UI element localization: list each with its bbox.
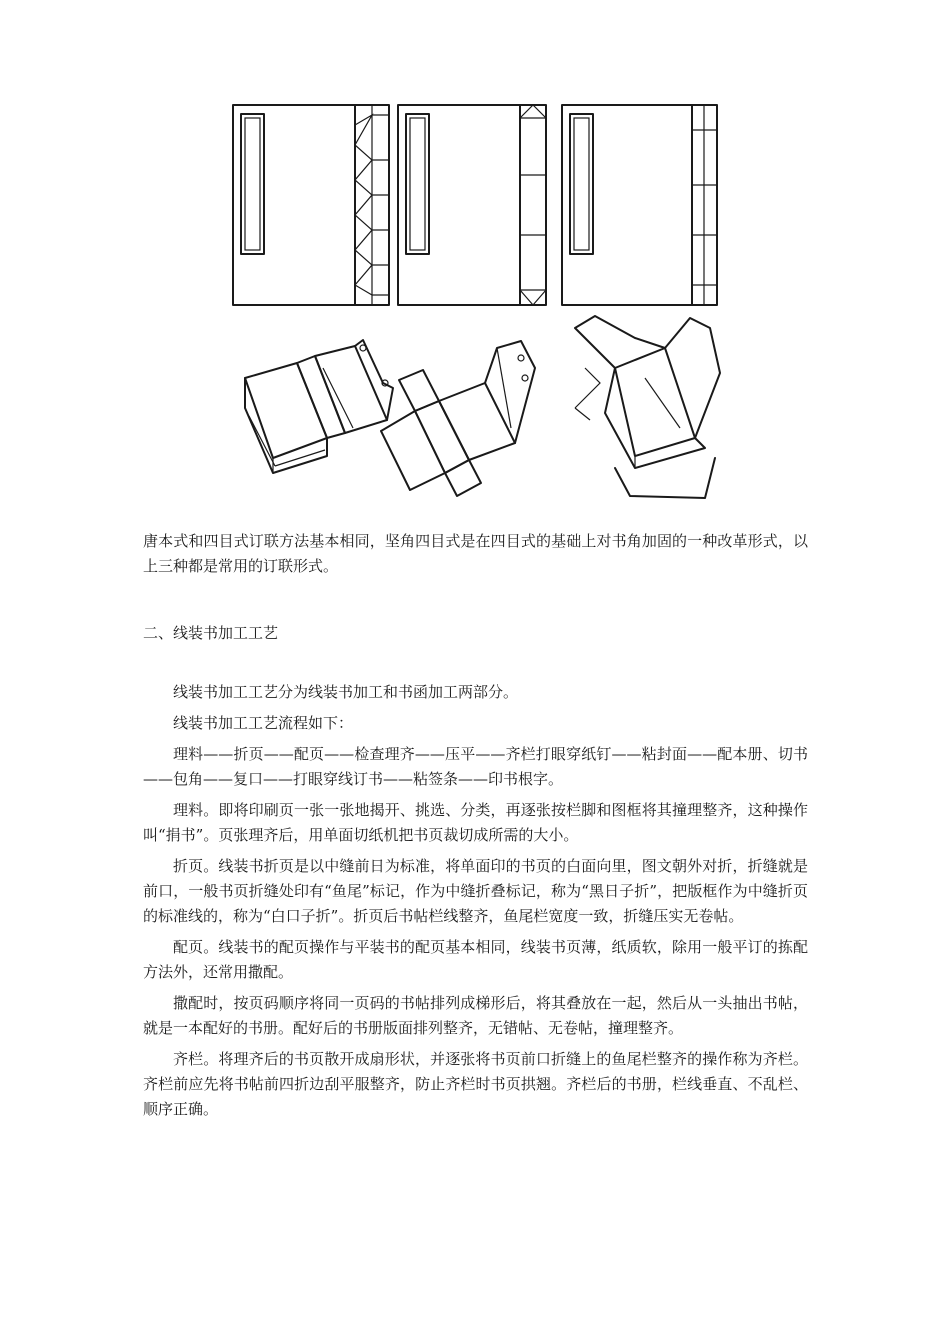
document-body xyxy=(143,529,808,585)
section-heading: 二、线装书加工工艺 xyxy=(143,624,279,642)
process-flow-paragraph: 理料——折页——配页——检查理齐——压平——齐栏打眼穿纸钉——粘封面——配本册、切书——包角——复口——打眼穿线订书——粘签条——印书根字。 xyxy=(143,745,808,788)
paragraph: 配页。线装书的配页操作与平装书的配页基本相同，线装书页薄，纸质软，除用一般平订的拣配方法外，还常用撒配。 xyxy=(143,938,808,981)
four-eye-binding-book-icon xyxy=(398,105,546,305)
tang-style-binding-book-icon xyxy=(233,105,389,305)
book-case-open-icon xyxy=(245,340,393,473)
book-case-figures xyxy=(235,308,730,508)
intro-paragraph: 唐本式和四目式订联方法基本相同，坚角四目式是在四目式的基础上对书角加固的一种改革形式，以上三种都是常用的订联形式。 xyxy=(143,532,808,575)
book-cover-figures xyxy=(230,100,720,310)
paragraph: 齐栏。将理齐后的书页散开成扇形状，并逐张将书页前口折缝上的鱼尾栏整齐的操作称为齐栏。齐栏前应先将书帖前四折边刮平服整齐，防止齐栏时书页拱翘。齐栏后的书册，栏线垂直、不乱栏、顺序正确。 xyxy=(143,1050,808,1118)
paragraph: 线装书加工工艺流程如下： xyxy=(173,714,354,732)
book-case-wrapping-icon xyxy=(575,316,720,498)
paragraph: 折页。线装书折页是以中缝前日为标准，将单面印的书页的白面向里，图文朝外对折，折缝就是前口，一般书页折缝处印有“鱼尾”标记，作为中缝折叠标记，称为“黑日子折”，把版框作为中缝折页的标准线的，称为“白口子折”。折页后书帖栏线整齐，鱼尾栏宽度一致，折缝压实无卷帖。 xyxy=(143,857,808,925)
section-body xyxy=(143,680,808,1128)
corner-reinforced-four-eye-binding-book-icon xyxy=(562,105,717,305)
paragraph: 线装书加工工艺分为线装书加工和书函加工两部分。 xyxy=(173,683,519,701)
section-heading-block xyxy=(143,621,808,646)
paragraph: 撒配时，按页码顺序将同一页码的书帖排列成梯形后，将其叠放在一起，然后从一头抽出书帖，就是一本配好的书册。配好后的书册版面排列整齐，无错帖、无卷帖，撞理整齐。 xyxy=(143,994,808,1037)
book-case-unfolded-icon xyxy=(381,341,535,496)
paragraph: 理料。即将印刷页一张一张地揭开、挑选、分类，再逐张按栏脚和图框将其撞理整齐，这种操作叫“捐书”。页张理齐后，用单面切纸机把书页裁切成所需的大小。 xyxy=(143,801,808,844)
